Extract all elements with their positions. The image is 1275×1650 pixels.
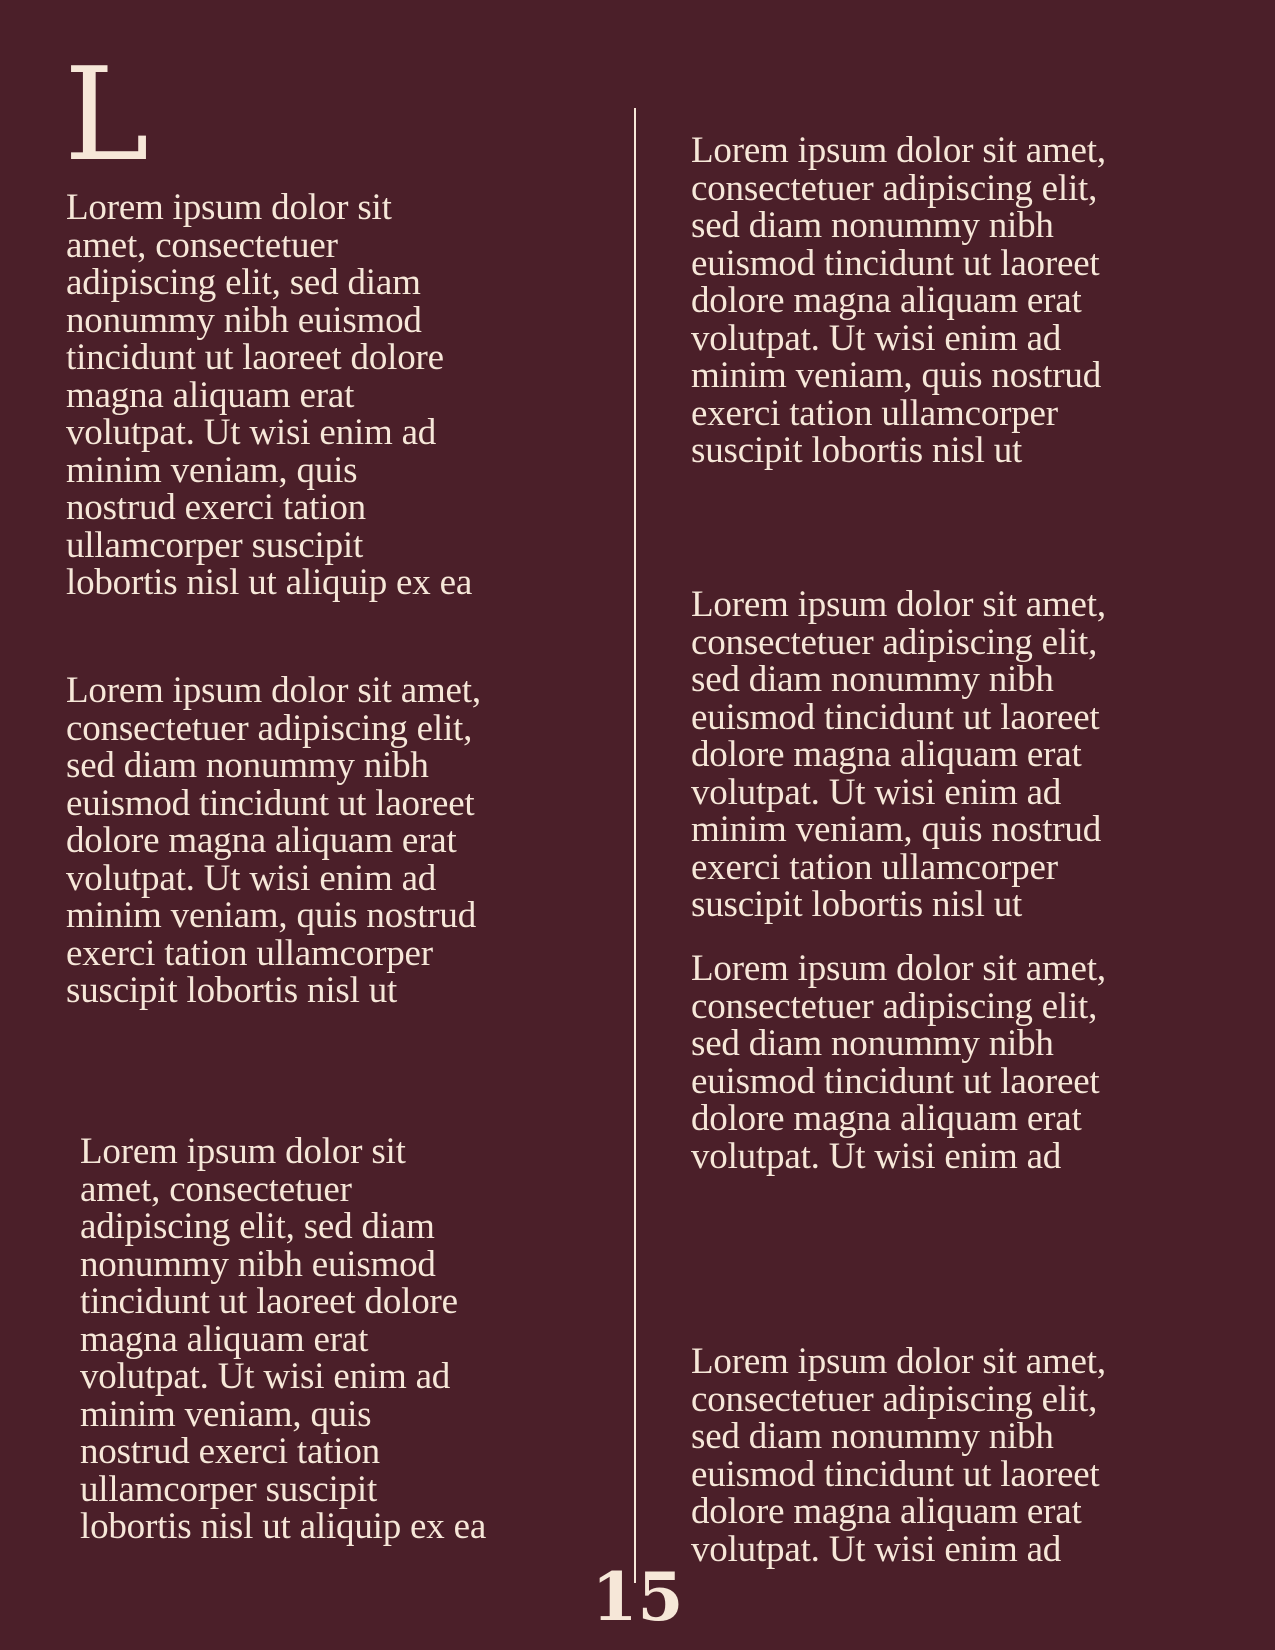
drop-cap-letter: L xyxy=(64,41,149,190)
left-paragraph-2: Lorem ipsum dolor sit amet, consectetuer adipiscing elit, sed diam nonummy nibh euismod tincidunt ut laoreet dolore magna aliquam erat volutpat. Ut wisi enim ad minim veniam, quis nostrud exerci tation ullamcorper suscipit lobortis nisl ut xyxy=(66,670,481,1011)
page-number: 15 xyxy=(591,1558,684,1636)
right-paragraph-4: Lorem ipsum dolor sit amet, consectetuer adipiscing elit, sed diam nonummy nibh euismod tincidunt ut laoreet dolore magna aliquam erat volutpat. Ut wisi enim ad xyxy=(691,1341,1106,1570)
column-divider xyxy=(634,108,636,1583)
right-paragraph-1: Lorem ipsum dolor sit amet, consectetuer adipiscing elit, sed diam nonummy nibh euismod tincidunt ut laoreet dolore magna aliquam erat volutpat. Ut wisi enim ad minim veniam, quis nostrud exerci tation ullamcorper suscipit lobortis nisl ut xyxy=(691,130,1106,471)
left-paragraph-3: Lorem ipsum dolor sit amet, consectetuer adipiscing elit, sed diam nonummy nibh euismod tincidunt ut laoreet dolore magna aliquam erat volutpat. Ut wisi enim ad minim veniam, quis nostrud exerci tation ullamcorper suscipit lobortis nisl ut aliquip ex ea xyxy=(80,1131,487,1547)
right-paragraph-3: Lorem ipsum dolor sit amet, consectetuer adipiscing elit, sed diam nonummy nibh euismod tincidunt ut laoreet dolore magna aliquam erat volutpat. Ut wisi enim ad xyxy=(691,948,1106,1177)
right-paragraph-2: Lorem ipsum dolor sit amet, consectetuer adipiscing elit, sed diam nonummy nibh euismod tincidunt ut laoreet dolore magna aliquam erat volutpat. Ut wisi enim ad minim veniam, quis nostrud exerci tation ullamcorper suscipit lobortis nisl ut xyxy=(691,584,1106,925)
left-paragraph-1: Lorem ipsum dolor sit amet, consectetuer adipiscing elit, sed diam nonummy nibh euismod tincidunt ut laoreet dolore magna aliquam erat volutpat. Ut wisi enim ad minim veniam, quis nostrud exerci tation ullamcorper suscipit lobortis nisl ut aliquip ex ea xyxy=(66,187,473,603)
